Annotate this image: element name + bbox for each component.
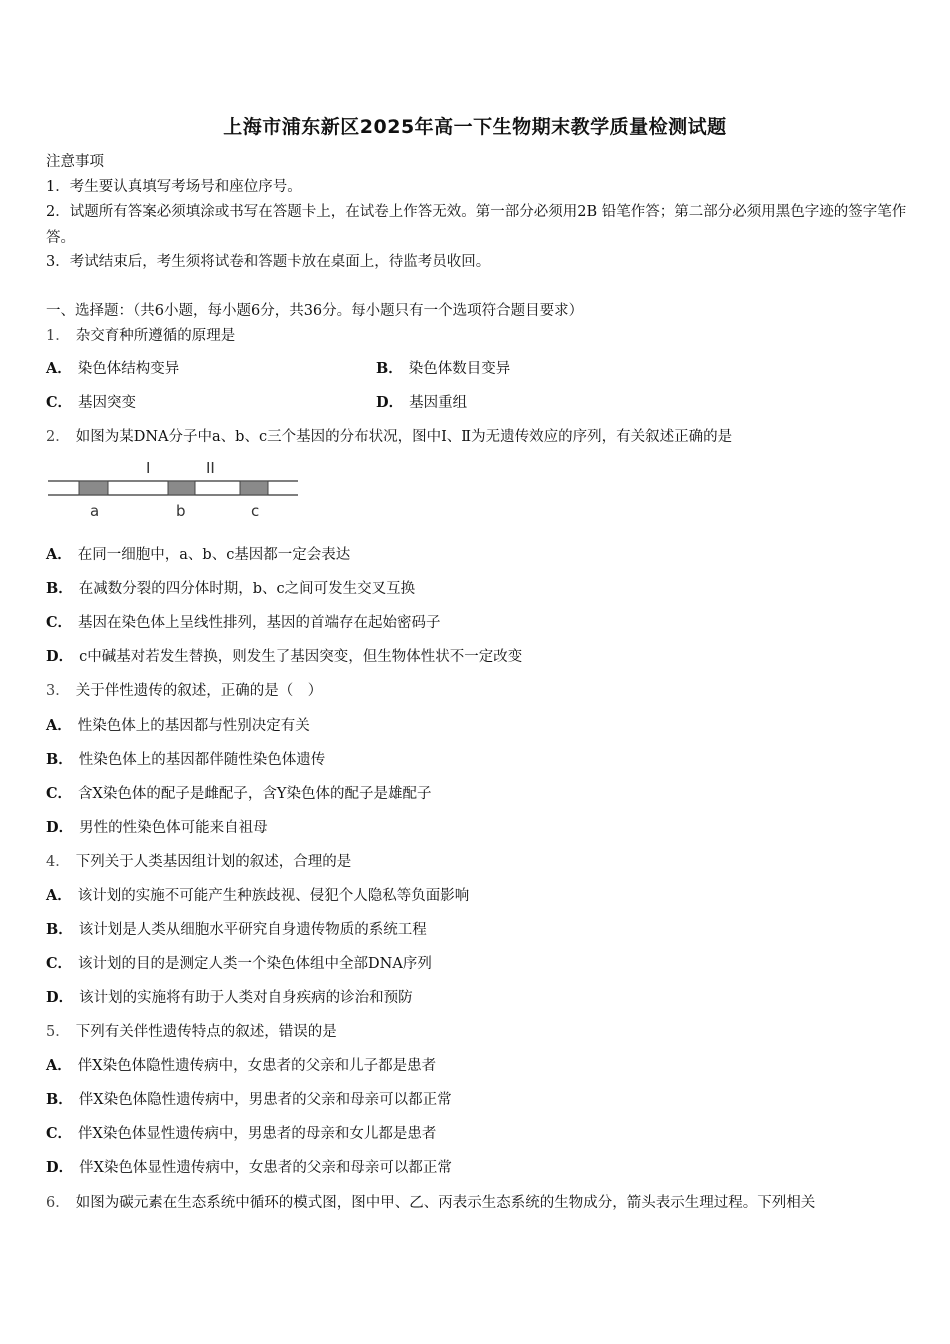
option-text: 伴X染色体显性遗传病中，女患者的父亲和母亲可以都正常 [79, 1160, 452, 1176]
q3-option-d [46, 818, 268, 838]
question-number: 3． [46, 683, 70, 699]
option-label: C． [46, 394, 73, 411]
q1-option-d [376, 393, 467, 413]
question-number: 5． [46, 1024, 70, 1040]
question-3 [46, 681, 322, 701]
q5-option-a [46, 1056, 436, 1076]
option-label: D． [46, 989, 74, 1006]
option-label: C． [46, 955, 73, 972]
question-text: 杂交育种所遵循的原理是 [75, 328, 236, 344]
question-number: 4． [46, 854, 70, 870]
option-label: D． [376, 394, 404, 411]
section-heading: 一、选择题：（共6小题，每小题6分，共36分。每小题只有一个选项符合题目要求） [46, 303, 584, 319]
option-label: A． [46, 717, 72, 734]
label-a: a [90, 502, 100, 520]
q1-option-c [46, 393, 136, 413]
notice-item-2: 2．试题所有答案必须填涂或书写在答题卡上，在试卷上作答无效。第一部分必须用2B 铅笔作答；第二部分必须用黑色字迹的签字笔作答。 [46, 204, 907, 246]
option-text: 伴X染色体隐性遗传病中，女患者的父亲和儿子都是患者 [77, 1058, 437, 1074]
option-text: 伴X染色体隐性遗传病中，男患者的父亲和母亲可以都正常 [78, 1092, 452, 1108]
question-number: 2． [46, 429, 70, 445]
q5-option-c [46, 1124, 436, 1144]
question-text: 下列有关伴性遗传特点的叙述，错误的是 [75, 1024, 337, 1040]
notice-item-1: 1．考生要认真填写考场号和座位序号。 [46, 179, 302, 195]
option-label: C． [46, 785, 73, 802]
notice-heading: 注意事项 [46, 154, 104, 170]
q5-option-b [46, 1090, 452, 1110]
q2-option-c [46, 613, 441, 633]
option-label: D． [46, 819, 74, 836]
q4-option-d [46, 988, 413, 1008]
option-text: 基因在染色体上呈线性排列，基因的首端存在起始密码子 [78, 615, 441, 631]
q1-option-a [46, 359, 179, 379]
option-text: 基因突变 [78, 395, 137, 411]
option-text: 基因重组 [409, 395, 468, 411]
option-label: D． [46, 648, 74, 665]
question-5 [46, 1022, 337, 1042]
option-text: 该计划的目的是测定人类一个染色体组中全部DNA序列 [78, 956, 432, 972]
q3-option-b [46, 750, 325, 770]
q3-option-a [46, 716, 310, 736]
question-4 [46, 852, 351, 872]
q2-option-d [46, 647, 522, 667]
gene-b-segment [168, 481, 195, 495]
q5-option-d [46, 1158, 452, 1178]
option-text: 在减数分裂的四分体时期，b、c之间可发生交叉互换 [78, 581, 416, 597]
option-text: 男性的性染色体可能来自祖母 [79, 820, 268, 836]
option-label: B． [376, 360, 403, 377]
option-label: C． [46, 614, 73, 631]
option-label: B． [46, 751, 73, 768]
option-text: 伴X染色体显性遗传病中，男患者的母亲和女儿都是患者 [78, 1126, 437, 1142]
option-text: 染色体结构变异 [77, 361, 180, 377]
question-2 [46, 427, 732, 447]
label-c: c [251, 502, 260, 520]
question-number: 1． [46, 328, 70, 344]
question-text: 关于伴性遗传的叙述，正确的是（ ） [75, 683, 323, 699]
question-text: 下列关于人类基因组计划的叙述，合理的是 [75, 854, 352, 870]
option-label: B． [46, 921, 73, 938]
q4-option-a [46, 886, 469, 906]
option-text: 性染色体上的基因都与性别决定有关 [77, 718, 310, 734]
q1-option-b [376, 359, 510, 379]
option-text: 含X染色体的配子是雌配子，含Y染色体的配子是雄配子 [78, 786, 432, 802]
option-label: D． [46, 1159, 74, 1176]
option-label: B． [46, 580, 73, 597]
option-text: 染色体数目变异 [408, 361, 511, 377]
q4-option-c [46, 954, 432, 974]
page-title: 上海市浦东新区2025年高一下生物期末教学质量检测试题 [223, 116, 727, 138]
question-1 [46, 326, 235, 346]
q3-option-c [46, 784, 431, 804]
q2-option-b [46, 579, 415, 599]
question-text: 如图为碳元素在生态系统中循环的模式图，图中甲、乙、丙表示生态系统的生物成分，箭头表示生理过程。下列相关 [75, 1195, 816, 1211]
gene-c-segment [240, 481, 268, 495]
option-label: A． [46, 1057, 72, 1074]
option-label: A． [46, 887, 72, 904]
option-label: A． [46, 546, 72, 563]
option-text: 该计划的实施不可能产生种族歧视、侵犯个人隐私等负面影响 [77, 888, 470, 904]
q2-option-a [46, 545, 350, 565]
notice-item-3: 3．考试结束后，考生须将试卷和答题卡放在桌面上，待监考员收回。 [46, 254, 491, 270]
option-label: A． [46, 360, 72, 377]
question-number: 6． [46, 1195, 70, 1211]
option-text: c中碱基对若发生替换，则发生了基因突变，但生物体性状不一定改变 [79, 649, 523, 665]
dna-gene-diagram [46, 458, 306, 524]
label-b: b [176, 502, 186, 520]
option-label: C． [46, 1125, 73, 1142]
mark-i: I [146, 459, 151, 477]
q4-option-b [46, 920, 427, 940]
mark-ii: II [206, 459, 215, 477]
option-text: 性染色体上的基因都伴随性染色体遗传 [78, 752, 326, 768]
option-text: 该计划是人类从细胞水平研究自身遗传物质的系统工程 [78, 922, 427, 938]
option-text: 在同一细胞中，a、b、c基因都一定会表达 [77, 547, 351, 563]
gene-a-segment [79, 481, 108, 495]
question-text: 如图为某DNA分子中a、b、c三个基因的分布状况，图中Ⅰ、Ⅱ为无遗传效应的序列，有关叙述正确的是 [75, 429, 733, 445]
option-label: B． [46, 1091, 73, 1108]
question-6 [46, 1193, 815, 1213]
option-text: 该计划的实施将有助于人类对自身疾病的诊治和预防 [79, 990, 413, 1006]
